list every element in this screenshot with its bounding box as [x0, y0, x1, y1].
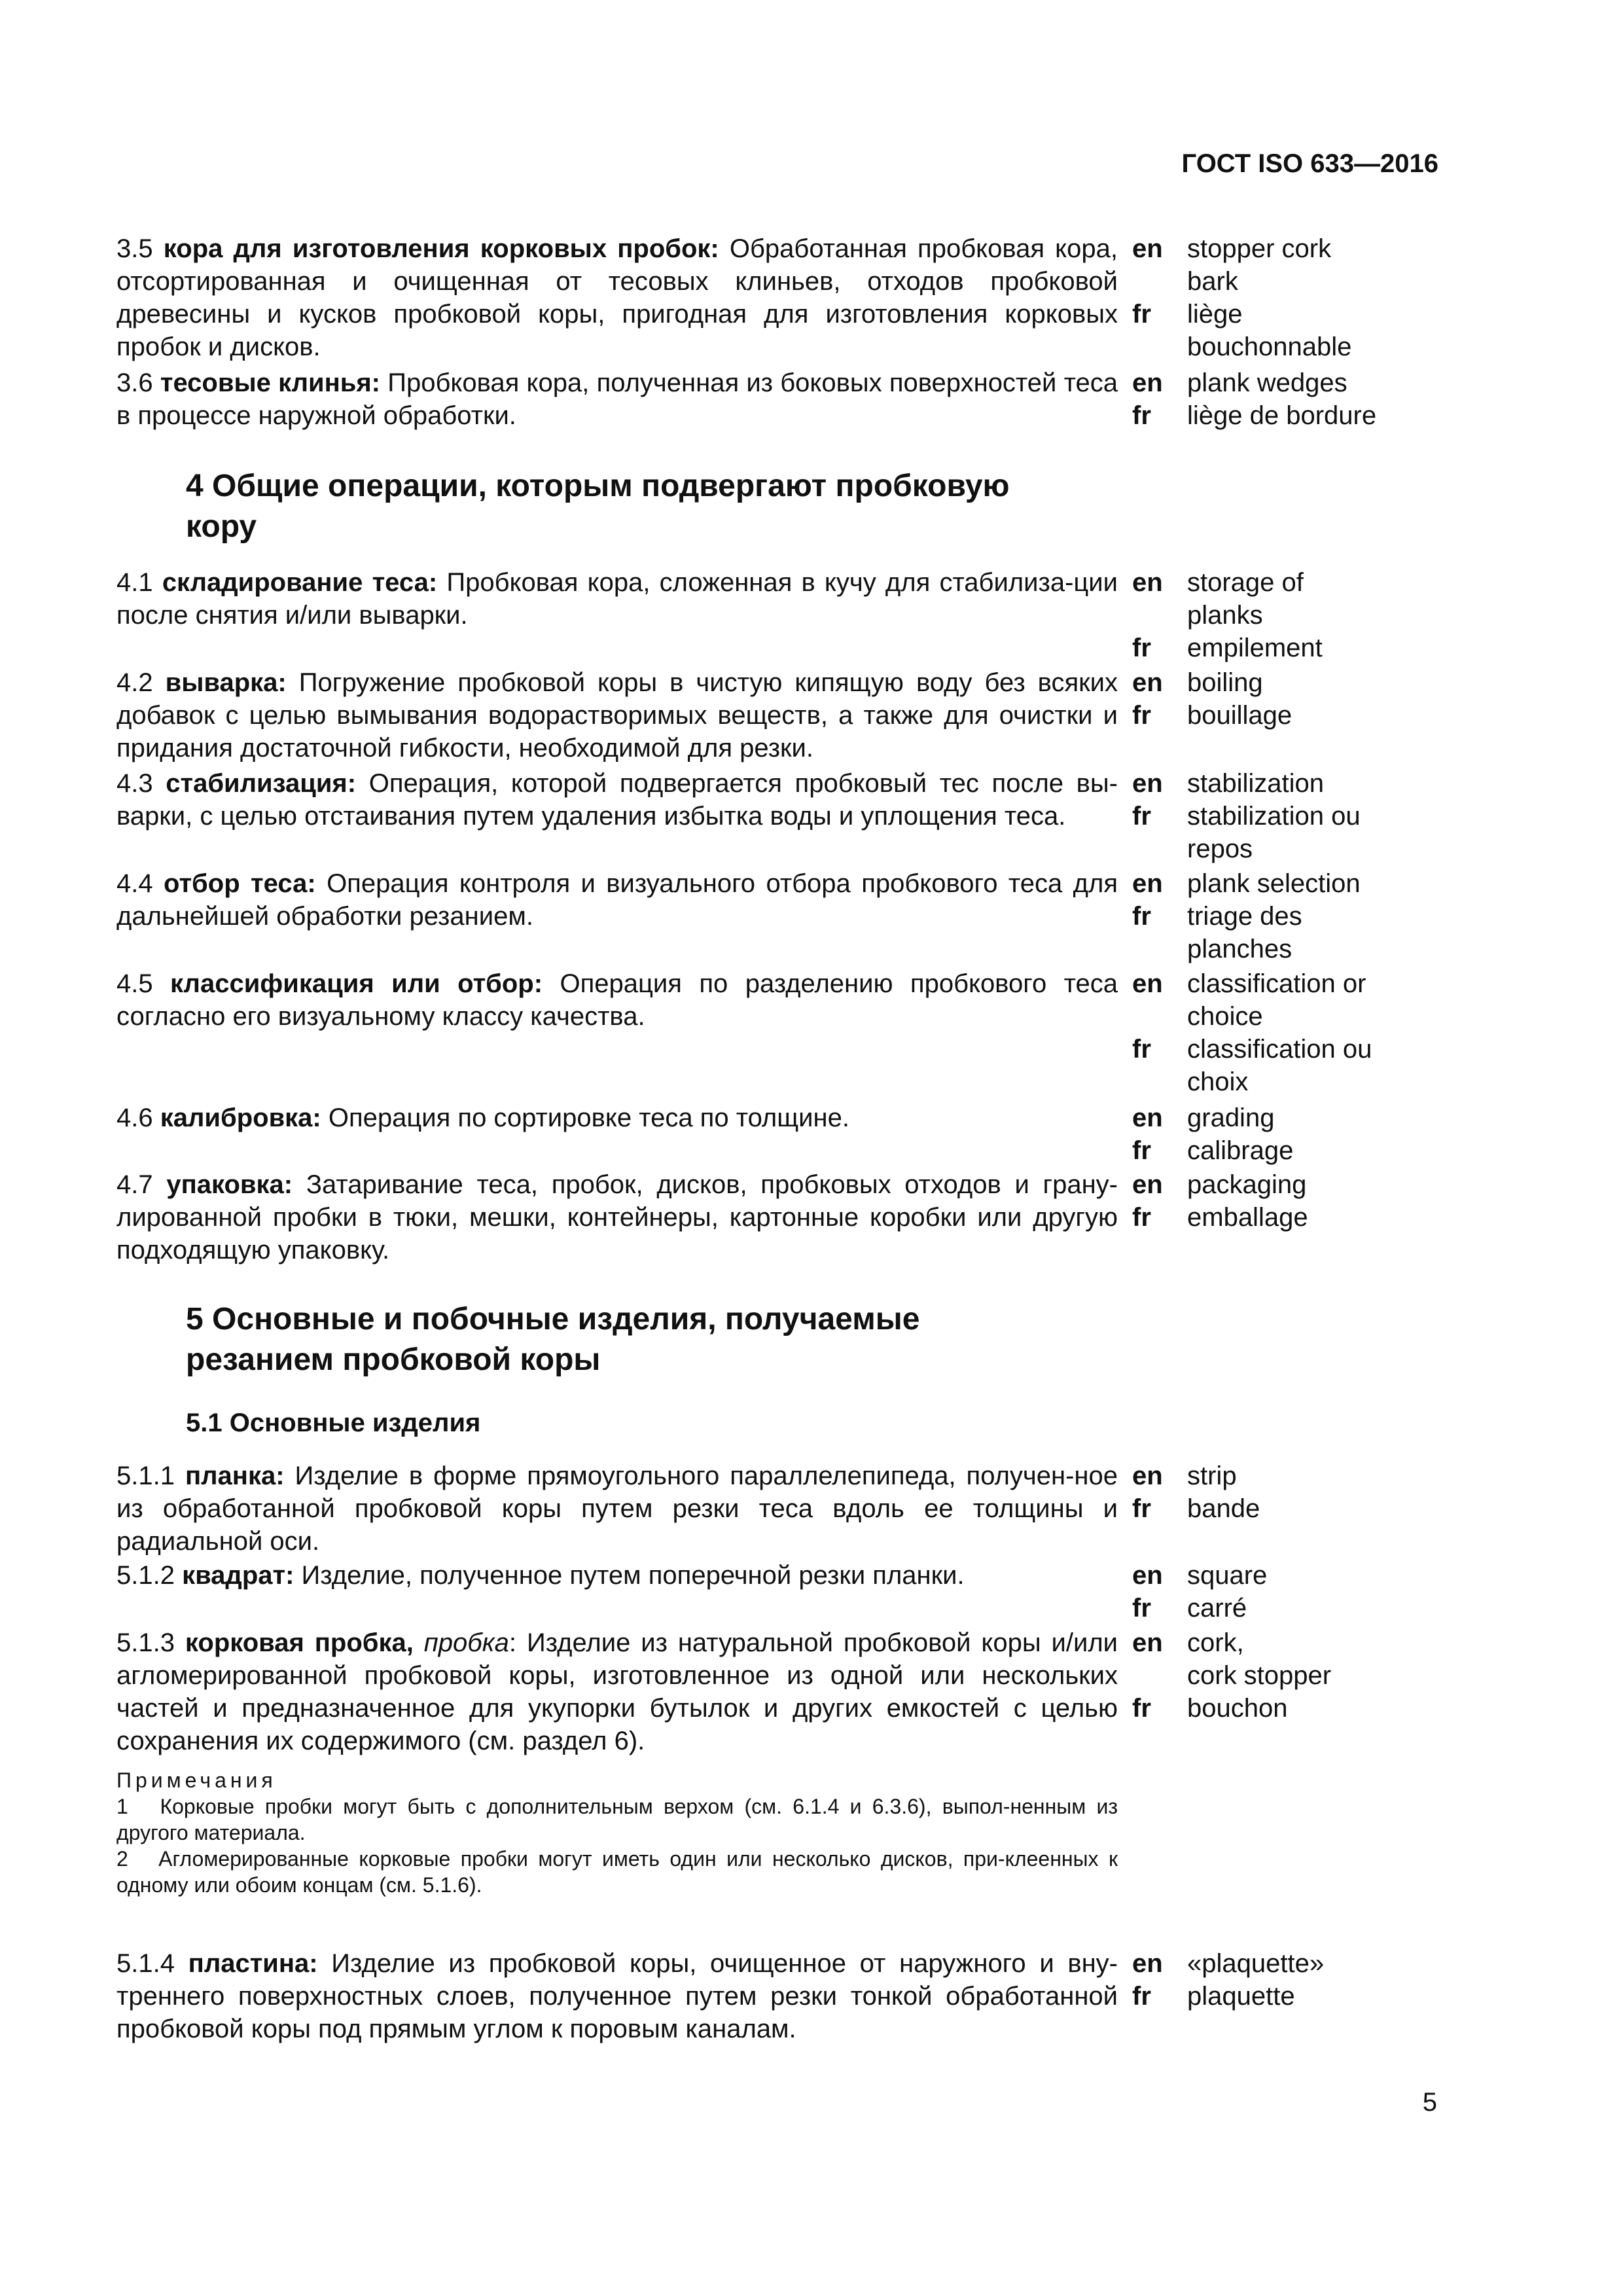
- lang-code-en: en: [1132, 1949, 1163, 1978]
- term-definition: [116, 1168, 1118, 1266]
- lang-code-en: en: [1132, 368, 1163, 397]
- note-2: 2 Агломерированные корковые пробки могут иметь один или несколько дисков, при-клеенных к одному или обоим концам (см. 5.1.6).: [116, 1847, 1118, 1897]
- term-text: Операция, которой подвергается пробковый тес после вы-варки, с целью отстаивания путем удаления избытка воды и уплощения теса.: [116, 769, 1118, 831]
- term-number: 5.1.2: [116, 1561, 175, 1590]
- term-name: тесовые клинья:: [160, 368, 380, 397]
- term-number: 3.6: [116, 368, 153, 397]
- term-definition: [116, 1460, 1118, 1558]
- lang-code-fr: fr: [1132, 902, 1151, 931]
- term-number: 4.6: [116, 1103, 153, 1132]
- term-name: стабилизация:: [166, 769, 357, 798]
- lang-code-fr: fr: [1132, 634, 1151, 662]
- lang-code-en: en: [1132, 969, 1163, 998]
- term-number: 4.4: [116, 869, 153, 898]
- translation-en: cork,: [1187, 1628, 1244, 1657]
- translation-fr: empilement: [1187, 634, 1323, 662]
- term-name: выварка:: [165, 668, 287, 697]
- translation-fr: stabilization ou: [1187, 802, 1361, 831]
- section-heading-4: 4 Общие операции, которым подвергают пробковую кору: [186, 469, 1010, 544]
- term-name: корковая пробка,: [185, 1628, 414, 1657]
- translation-en: stopper cork: [1187, 234, 1332, 263]
- lang-code-fr: fr: [1132, 1136, 1151, 1165]
- translation-fr: bande: [1187, 1494, 1260, 1523]
- lang-code-en: en: [1132, 1170, 1163, 1199]
- term-text: Погружение пробковой коры в чистую кипящую воду без всяких добавок с целью вымывания водорастворимых веществ, а также для очистки и придания достаточной гибкости, необходимой для резки.: [116, 668, 1118, 762]
- term-text: Операция по разделению пробкового теса согласно его визуальному классу качества.: [116, 969, 1118, 1031]
- term-definition: [116, 1102, 1118, 1134]
- term-number: 5.1.4: [116, 1949, 175, 1978]
- translation-en: boiling: [1187, 668, 1263, 697]
- translation-en: classification or: [1187, 969, 1366, 998]
- lang-code-en: en: [1132, 668, 1163, 697]
- translation-fr: bouillage: [1187, 701, 1293, 730]
- lang-code-en: en: [1132, 1561, 1163, 1590]
- term-name: складирование теса:: [162, 568, 438, 597]
- term-definition: [116, 566, 1118, 632]
- translation-en: plank selection: [1187, 869, 1361, 898]
- translation-en: grading: [1187, 1103, 1275, 1132]
- section-heading-5: 5 Основные и побочные изделия, получаемые резанием пробковой коры: [186, 1302, 920, 1377]
- term-text: Пробковая кора, сложенная в кучу для стабилиза-ции после снятия и/или выварки.: [116, 568, 1118, 630]
- translation-fr: classification ou: [1187, 1035, 1372, 1064]
- term-text: Операция по сортировке теса по толщине.: [321, 1103, 849, 1132]
- translation-fr: bouchon: [1187, 1694, 1288, 1723]
- term-definition: [116, 367, 1118, 432]
- lang-code-en: en: [1132, 1103, 1163, 1132]
- translation-en: plank wedges: [1187, 368, 1347, 397]
- translation-en: square: [1187, 1561, 1268, 1590]
- term-number: 5.1.1: [116, 1462, 175, 1490]
- term-name: классификация или отбор:: [170, 969, 543, 998]
- translation-en: storage of: [1187, 568, 1304, 597]
- translation-en: packaging: [1187, 1170, 1307, 1199]
- term-text: Изделие, полученное путем поперечной резки планки.: [294, 1561, 965, 1590]
- term-number: 4.7: [116, 1170, 153, 1199]
- term-name: кора для изготовления корковых пробок:: [163, 234, 719, 263]
- term-definition: [116, 867, 1118, 933]
- translation-en: strip: [1187, 1462, 1237, 1490]
- term-text: Пробковая кора, полученная из боковых поверхностей теса в процессе наружной обработки.: [116, 368, 1118, 430]
- lang-code-fr: fr: [1132, 1494, 1151, 1523]
- translation-fr: choix: [1187, 1067, 1249, 1096]
- term-number: 4.5: [116, 969, 153, 998]
- term-number: 4.1: [116, 568, 153, 597]
- term-name: отбор теса:: [164, 869, 316, 898]
- lang-code-fr: fr: [1132, 1203, 1151, 1232]
- translation-en: «plaquette»: [1187, 1949, 1325, 1978]
- lang-code-fr: fr: [1132, 1982, 1151, 2011]
- lang-code-en: en: [1132, 769, 1163, 798]
- translation-fr: liège: [1187, 300, 1243, 329]
- term-name: упаковка:: [166, 1170, 293, 1199]
- lang-code-en: en: [1132, 1628, 1163, 1657]
- term-definition: [116, 666, 1118, 764]
- term-number: 5.1.3: [116, 1628, 175, 1657]
- term-name: планка:: [185, 1462, 285, 1490]
- term-text: Обработанная пробковая кора, отсортированная и очищенная от тесовых клиньев, отходов пробковой древесины и кусков пробковой коры, пригодная для изготовления корковых пробок и дисков.: [116, 234, 1118, 361]
- lang-code-fr: fr: [1132, 1035, 1151, 1064]
- translation-fr: plaquette: [1187, 1982, 1295, 2011]
- translation-en: stabilization: [1187, 769, 1325, 798]
- translation-fr: calibrage: [1187, 1136, 1294, 1165]
- translation-fr: emballage: [1187, 1203, 1308, 1232]
- translation-en: choice: [1187, 1002, 1263, 1031]
- lang-code-fr: fr: [1132, 802, 1151, 831]
- lang-code-en: en: [1132, 1462, 1163, 1490]
- translation-fr: planches: [1187, 935, 1293, 963]
- lang-code-en: en: [1132, 869, 1163, 898]
- term-number: 3.5: [116, 234, 153, 263]
- term-number: 4.2: [116, 668, 153, 697]
- lang-code-en: en: [1132, 568, 1163, 597]
- term-number: 4.3: [116, 769, 153, 798]
- translation-en: bark: [1187, 267, 1238, 296]
- term-text: : Изделие из натуральной пробковой коры и/или агломерированной пробковой коры, изготовленное из одной или нескольких частей и предназначенное для укупорки бутылок и других емкостей с целью сохранения их содержимого (см. раздел 6).: [116, 1628, 1118, 1755]
- term-definition: [116, 967, 1118, 1033]
- term-name: калибровка:: [160, 1103, 321, 1132]
- lang-code-fr: fr: [1132, 401, 1151, 430]
- lang-code-en: en: [1132, 234, 1163, 263]
- term-definition: [116, 232, 1118, 363]
- translation-fr: bouchonnable: [1187, 332, 1352, 361]
- lang-code-fr: fr: [1132, 1594, 1151, 1623]
- notes-block: [116, 1767, 1118, 1898]
- translation-fr: triage des: [1187, 902, 1302, 931]
- notes-title: Примечания: [116, 1768, 277, 1792]
- lang-code-fr: fr: [1132, 1694, 1151, 1723]
- term-definition: [116, 767, 1118, 833]
- translation-fr: carré: [1187, 1594, 1247, 1623]
- term-name: квадрат:: [182, 1561, 294, 1590]
- note-1: 1 Корковые пробки могут быть с дополнительным верхом (см. 6.1.4 и 6.3.6), выпол-ненным из другого материала.: [116, 1795, 1118, 1844]
- page-number: 5: [1422, 2088, 1437, 2117]
- term-text: Операция контроля и визуального отбора пробкового теса для дальнейшей обработки резанием.: [116, 869, 1118, 931]
- lang-code-fr: fr: [1132, 701, 1151, 730]
- term-text: Изделие в форме прямоугольного параллелепипеда, получен-ное из обработанной пробковой коры путем резки теса вдоль ее толщины и радиальной оси.: [116, 1462, 1118, 1556]
- term-text: Изделие из пробковой коры, очищенное от наружного и вну-треннего поверхностных слоев, полученное путем резки тонкой обработанной пробковой коры под прямым углом к поровым каналам.: [116, 1949, 1118, 2043]
- term-synonym: пробка: [423, 1628, 509, 1657]
- term-definition: [116, 1947, 1118, 2045]
- term-definition: [116, 1559, 1118, 1592]
- translation-fr: repos: [1187, 834, 1253, 863]
- subsection-heading-5-1: 5.1 Основные изделия: [186, 1408, 481, 1437]
- term-text: Затаривание теса, пробок, дисков, пробковых отходов и грану-лированной пробки в тюки, мешки, контейнеры, картонные коробки или другую подходящую упаковку.: [116, 1170, 1118, 1265]
- term-name: пластина:: [188, 1949, 318, 1978]
- translation-en: planks: [1187, 601, 1263, 630]
- term-definition: [116, 1626, 1118, 1757]
- translation-en: cork stopper: [1187, 1661, 1332, 1690]
- lang-code-fr: fr: [1132, 300, 1151, 329]
- document-code: ГОСТ ISO 633—2016: [1181, 149, 1438, 178]
- translation-fr: liège de bordure: [1187, 401, 1377, 430]
